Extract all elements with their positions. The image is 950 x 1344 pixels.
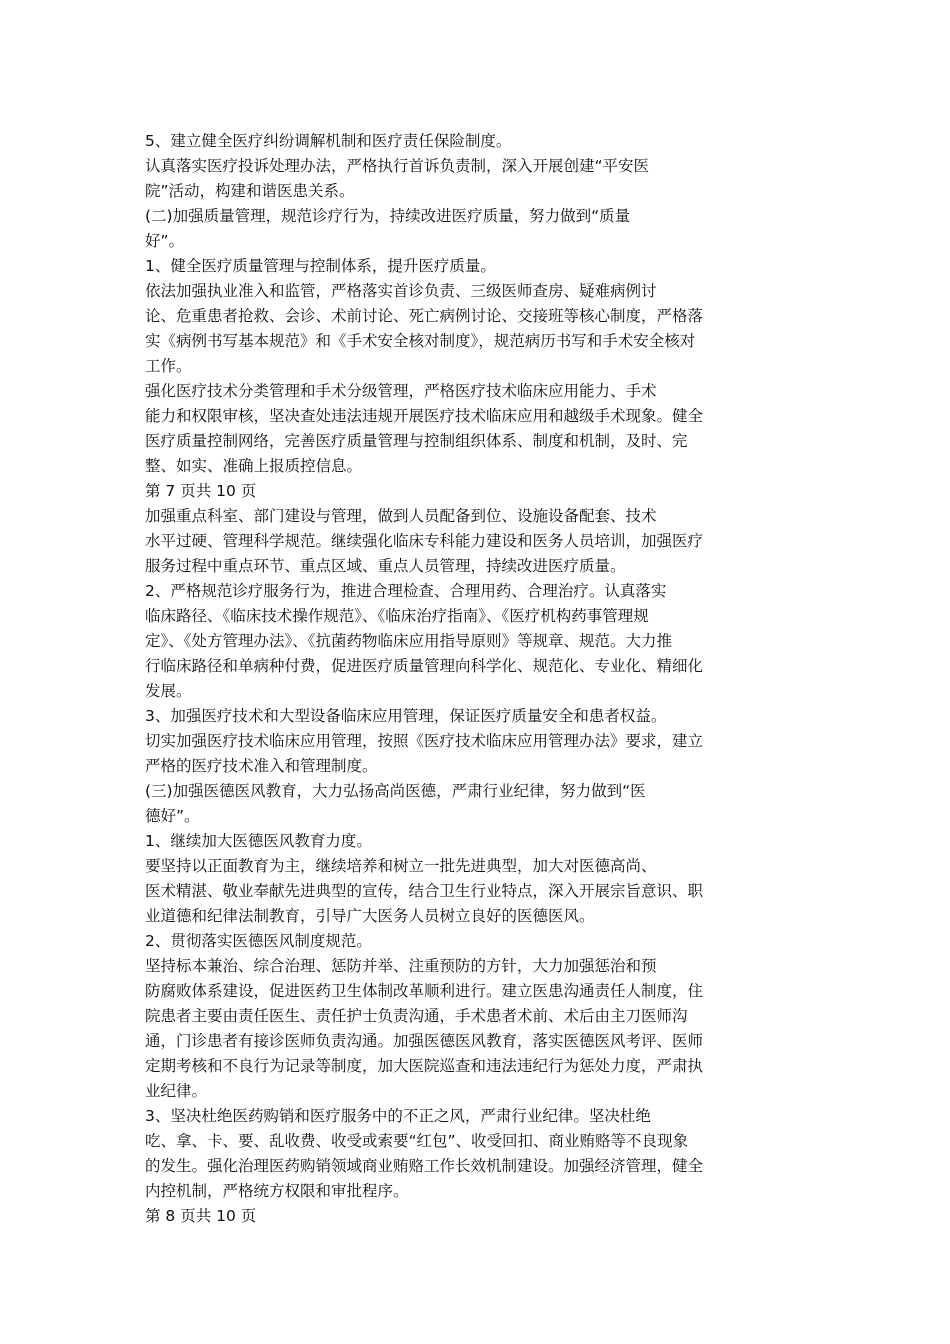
text-line: 好”。 <box>145 232 185 250</box>
text-line: 1、健全医疗质量管理与控制体系，提升医疗质量。 <box>145 257 496 275</box>
text-line: 定期考核和不良行为记录等制度，加大医院巡查和违法违纪行为惩处力度，严肃执 <box>145 1057 704 1075</box>
text-line: 的发生。强化治理医药购销领域商业贿赂工作长效机制建设。加强经济管理，健全 <box>145 1157 704 1175</box>
text-line: 吃、拿、卡、要、乱收费、收受或索要“红包”、收受回扣、商业贿赂等不良现象 <box>145 1132 689 1150</box>
text-line: 切实加强医疗技术临床应用管理，按照《医疗技术临床应用管理办法》要求，建立 <box>145 732 704 750</box>
page-footer: 第 8 页共 10 页 <box>145 1207 257 1225</box>
text-line: 发展。 <box>145 682 192 700</box>
text-line: 认真落实医疗投诉处理办法，严格执行首诉负责制，深入开展创建“平安医 <box>145 157 650 175</box>
text-line: 水平过硬、管理科学规范。继续强化临床专科能力建设和医务人员培训，加强医疗 <box>145 532 704 550</box>
text-line: 严格的医疗技术准入和管理制度。 <box>145 757 378 775</box>
text-line: 行临床路径和单病种付费，促进医疗质量管理向科学化、规范化、专业化、精细化 <box>145 657 704 675</box>
text-line: 通，门诊患者有接诊医师负责沟通。加强医德医风教育，落实医德医风考评、医师 <box>145 1032 704 1050</box>
text-line: 服务过程中重点环节、重点区域、重点人员管理，持续改进医疗质量。 <box>145 557 626 575</box>
text-line: 临床路径、《临床技术操作规范》、《临床治疗指南》、《医疗机构药事管理规 <box>145 607 649 625</box>
text-line: 坚持标本兼治、综合治理、惩防并举、注重预防的方针，大力加强惩治和预 <box>145 957 657 975</box>
text-line: 工作。 <box>145 357 192 375</box>
text-line: 5、建立健全医疗纠纷调解机制和医疗责任保险制度。 <box>145 132 512 150</box>
text-line: 2、贯彻落实医德医风制度规范。 <box>145 932 372 950</box>
text-line: 1、继续加大医德医风教育力度。 <box>145 832 372 850</box>
text-line: 院”活动，构建和谐医患关系。 <box>145 182 355 200</box>
text-line: 内控机制，严格统方权限和审批程序。 <box>145 1182 409 1200</box>
text-line: 能力和权限审核，坚决查处违法违规开展医疗技术临床应用和越级手术现象。健全 <box>145 407 704 425</box>
text-line: 院患者主要由责任医生、责任护士负责沟通，手术患者术前、术后由主刀医师沟 <box>145 1007 688 1025</box>
text-line: 业道德和纪律法制教育，引导广大医务人员树立良好的医德医风。 <box>145 907 595 925</box>
text-line: 医疗质量控制网络，完善医疗质量管理与控制组织体系、制度和机制，及时、完 <box>145 432 688 450</box>
text-line: 德好”。 <box>145 807 200 825</box>
text-line: 3、加强医疗技术和大型设备临床应用管理，保证医疗质量安全和患者权益。 <box>145 707 667 725</box>
text-line: 3、坚决杜绝医药购销和医疗服务中的不正之风，严肃行业纪律。坚决杜绝 <box>145 1107 651 1125</box>
text-line: 强化医疗技术分类管理和手术分级管理，严格医疗技术临床应用能力、手术 <box>145 382 657 400</box>
text-line: 要坚持以正面教育为主，继续培养和树立一批先进典型，加大对医德高尚、 <box>145 857 657 875</box>
text-line: 整、如实、准确上报质控信息。 <box>145 457 363 475</box>
text-line: 依法加强执业准入和监管，严格落实首诊负责、三级医师查房、疑难病例讨 <box>145 282 657 300</box>
text-line: 论、危重患者抢救、会诊、术前讨论、死亡病例讨论、交接班等核心制度，严格落 <box>145 307 704 325</box>
text-line: (三)加强医德医风教育，大力弘扬高尚医德，严肃行业纪律，努力做到“医 <box>145 782 646 800</box>
text-line: 加强重点科室、部门建设与管理，做到人员配备到位、设施设备配套、技术 <box>145 507 657 525</box>
text-line: 定》、《处方管理办法》、《抗菌药物临床应用指导原则》等规章、规范。大力推 <box>145 632 673 650</box>
text-line: 防腐败体系建设，促进医药卫生体制改革顺利进行。建立医患沟通责任人制度，住 <box>145 982 704 1000</box>
page-footer: 第 7 页共 10 页 <box>145 482 257 500</box>
text-line: 业纪律。 <box>145 1082 208 1100</box>
text-line: 实《病例书写基本规范》和《手术安全核对制度》，规范病历书写和手术安全核对 <box>145 332 696 350</box>
text-line: 医术精湛、敬业奉献先进典型的宣传，结合卫生行业特点，深入开展宗旨意识、职 <box>145 882 704 900</box>
text-line: 2、严格规范诊疗服务行为，推进合理检查、合理用药、合理治疗。认真落实 <box>145 582 667 600</box>
text-line: (二)加强质量管理，规范诊疗行为，持续改进医疗质量，努力做到“质量 <box>145 207 631 225</box>
